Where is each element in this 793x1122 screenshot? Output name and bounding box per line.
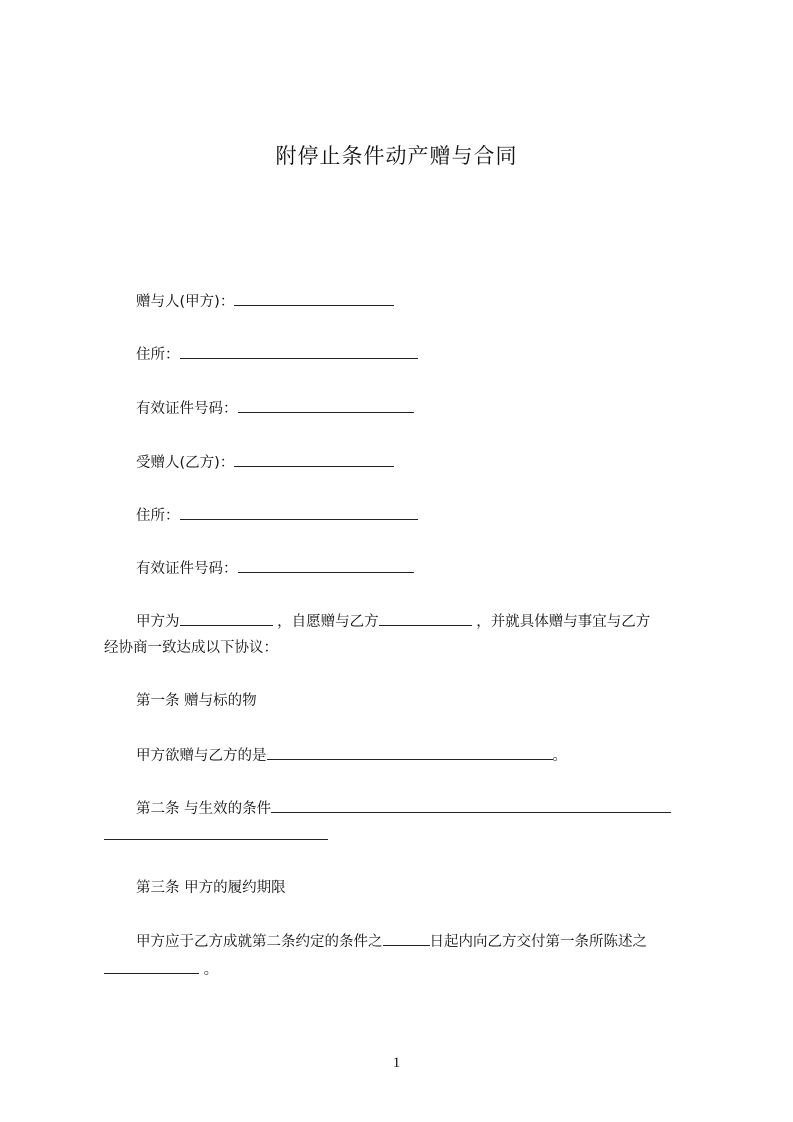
article-3-text-part1: 甲方应于乙方成就第二条约定的条件之	[136, 934, 383, 950]
article-3-heading: 第三条 甲方的履约期限	[136, 880, 286, 896]
donee-label: 受赠人(乙方)：	[136, 455, 235, 471]
preamble-blank-1[interactable]	[180, 610, 273, 626]
donee-id-line	[136, 557, 414, 580]
article-1-text-after: 。	[552, 748, 567, 764]
donor-id-label: 有效证件号码：	[136, 401, 238, 417]
document-title: 附停止条件动产赠与合同	[275, 144, 518, 168]
donor-id-blank[interactable]	[238, 397, 414, 413]
donee-id-blank[interactable]	[238, 557, 414, 573]
article-3-text-end: 。	[203, 962, 219, 978]
article-3-days-blank[interactable]	[383, 930, 430, 946]
donor-address-label: 住所：	[136, 347, 180, 363]
page-number: 1	[392, 1055, 401, 1071]
donee-id-label: 有效证件号码：	[136, 561, 238, 577]
article-1-text-before: 甲方欲赠与乙方的是	[136, 748, 267, 764]
donor-label: 赠与人(甲方)：	[136, 294, 235, 310]
donee-address-blank[interactable]	[180, 504, 418, 520]
donor-name-blank[interactable]	[234, 290, 394, 306]
donee-line	[136, 451, 394, 474]
article-3-line-1	[136, 930, 647, 953]
article-1-text	[136, 744, 567, 767]
donee-address-label: 住所：	[136, 508, 180, 524]
article-2-blank-1[interactable]	[271, 797, 671, 813]
preamble-line-2: 经协商一致达成以下协议：	[104, 640, 278, 656]
article-2-line-1	[136, 797, 671, 820]
donor-address-line	[136, 343, 418, 366]
donee-address-line	[136, 504, 418, 527]
article-2-line-2	[104, 824, 328, 847]
preamble-part1: 甲方为	[136, 614, 180, 630]
article-3-text-part2: 日起内向乙方交付第一条所陈述之	[429, 934, 647, 950]
article-3-item-blank[interactable]	[104, 958, 199, 974]
donor-line	[136, 290, 394, 313]
article-3-line-2	[104, 958, 218, 981]
preamble-part2: ，自愿赠与乙方	[277, 614, 379, 630]
donee-name-blank[interactable]	[234, 451, 394, 467]
article-1-blank[interactable]	[267, 744, 553, 760]
preamble-part3: ，并就具体赠与事宜与乙方	[476, 614, 651, 630]
article-2-blank-2[interactable]	[104, 824, 328, 840]
preamble-line-1	[136, 610, 650, 633]
article-1-heading: 第一条 赠与标的物	[136, 693, 257, 709]
donor-address-blank[interactable]	[180, 343, 418, 359]
donor-id-line	[136, 397, 414, 420]
preamble-blank-2[interactable]	[379, 610, 472, 626]
article-2-heading: 第二条 与生效的条件	[136, 801, 272, 817]
